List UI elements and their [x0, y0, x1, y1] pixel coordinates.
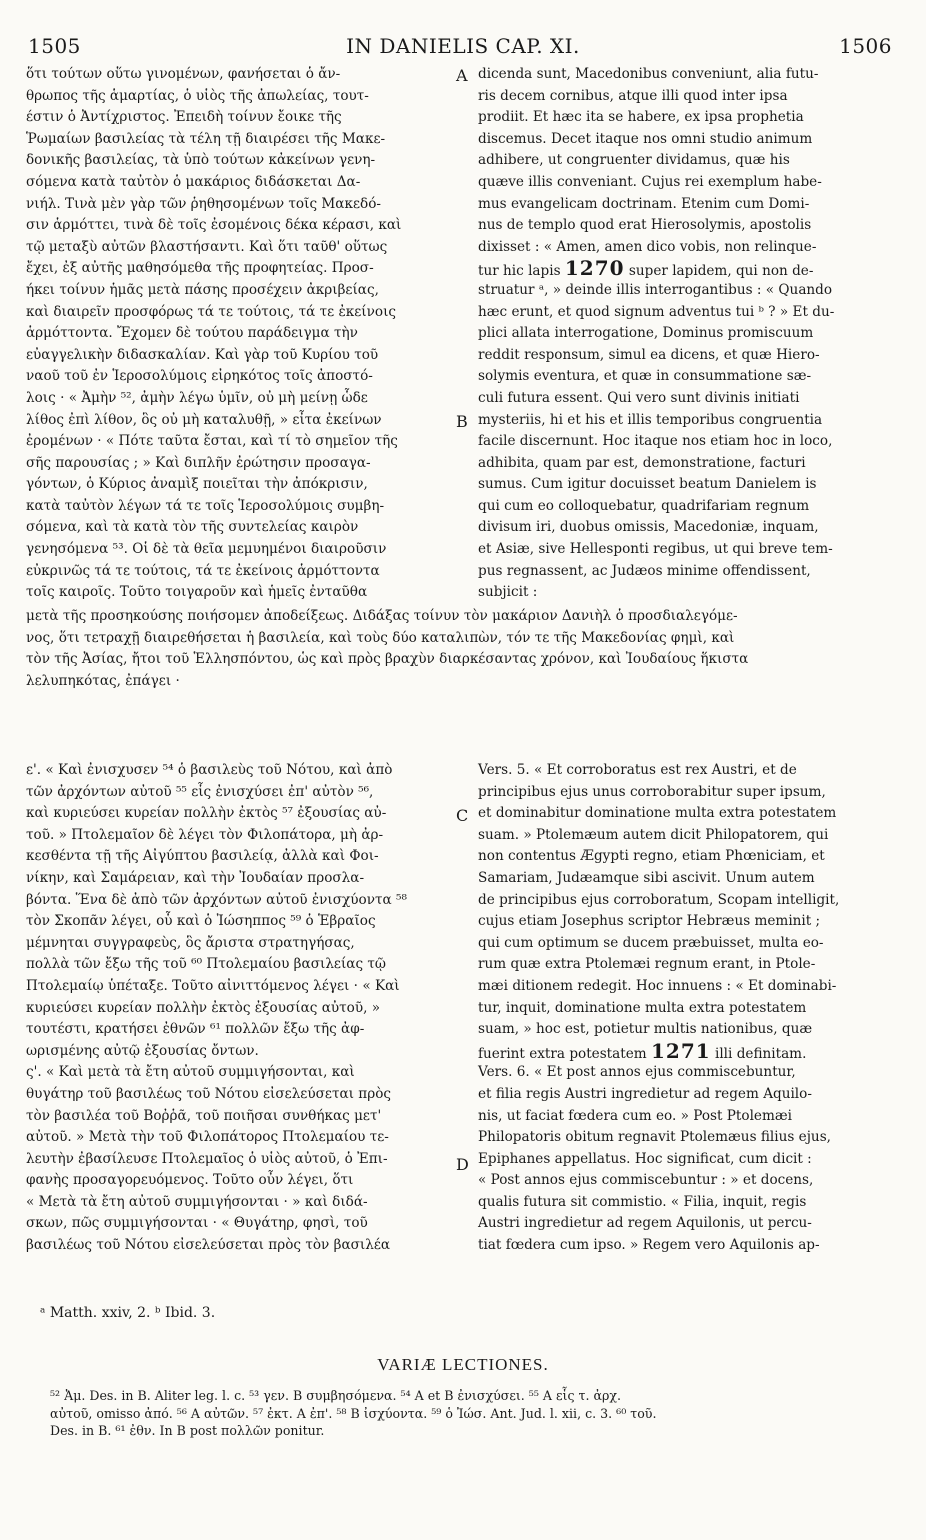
text-line: rum quæ extra Ptolemæi regnum erant, in Ptole-: [478, 956, 816, 973]
greek-full-width-passage: [26, 606, 748, 692]
text-line: solymis eventura, et quæ in consummatione sæ-: [478, 368, 812, 385]
left-page-number: 1505: [28, 34, 81, 58]
text-line: Epiphanes appellatus. Hoc significat, cum dicit :: [478, 1150, 812, 1167]
text-line: qui cum optimum se ducem præbuisset, multa eo-: [478, 934, 824, 951]
text-line-head: fuerint extra potestatem: [478, 1045, 647, 1062]
margin-letter-a: A: [456, 66, 468, 85]
text-line: θρωπος τῆς ἁμαρτίας, ὁ υἱὸς τῆς ἀπωλείας, τουτ-: [26, 87, 369, 104]
margin-letter-d: D: [456, 1155, 469, 1174]
text-line: τὸν τῆς Ἀσίας, ἤτοι τοῦ Ἑλλησπόντου, ὡς καὶ πρὸς βραχὺν διαρκέσαντας χρόνον, καὶ Ἰουδαίους ἥκιστα: [26, 651, 749, 668]
text-line: cujus etiam Josephus scriptor Hebræus meminit ;: [478, 913, 821, 930]
column-number-marker: 1270: [564, 256, 625, 281]
text-line: σῆς παρουσίας ; » Καὶ διπλῆν ἐρώτησιν προσαγα-: [26, 454, 371, 471]
text-line: σκων, πῶς συμμιγήσονται · « Θυγάτηρ, φησὶ, τοῦ: [26, 1215, 368, 1232]
text-line: κεσθέντα τῇ τῆς Αἰγύπτου βασιλείᾳ, ἀλλὰ καὶ Φοι-: [26, 848, 379, 865]
text-line: Austri ingredietur ad regem Aquilonis, ut percu-: [478, 1215, 812, 1232]
text-line: [478, 1038, 807, 1063]
margin-letter-c: C: [456, 806, 469, 825]
text-line: ναοῦ τοῦ ἐν Ἱεροσολύμοις εἰρηκότος τοῖς ἀποστό-: [26, 368, 373, 385]
latin-column-top: [478, 64, 898, 604]
text-line: divisum iri, duobus omissis, Macedoniæ, inquam,: [478, 519, 819, 536]
text-line: quæve illis conveniant. Cujus rei exemplum habe-: [478, 173, 822, 190]
variae-lectiones-list: [50, 1387, 656, 1440]
text-line: τῷ μεταξὺ αὐτῶν βλαστήσαντι. Καὶ ὅτι ταῦθ' οὕτως: [26, 238, 388, 255]
text-line: nis, ut faciat fœdera cum eo. » Post Ptolemæi: [478, 1107, 792, 1124]
text-line: qualis futura sit commistio. « Filia, inquit, regis: [478, 1193, 807, 1210]
text-line: et filia regis Austri ingredietur ad regem Aquilo-: [478, 1085, 812, 1102]
text-line: τοῖς καιροῖς. Τοῦτο τοιγαροῦν καὶ ἡμεῖς ἐνταῦθα: [26, 584, 368, 601]
text-line: γόντων, ὁ Κύριος ἀναμὶξ ποιεῖται τὴν ἀπόκρισιν,: [26, 476, 368, 493]
text-line: Vers. 6. « Et post annos ejus commiscebuntur,: [478, 1064, 796, 1081]
text-line: mus evangelicam doctrinam. Etenim cum Domi-: [478, 195, 810, 212]
text-line: de principibus ejus corroboratum, Scopam intelligit,: [478, 891, 840, 908]
text-line: facile discernunt. Hoc itaque nos etiam hoc in loco,: [478, 433, 833, 450]
text-line: suam, » hoc est, potietur multis nationibus, quæ: [478, 1021, 813, 1038]
text-line: τὸν βασιλέα τοῦ Βοῤῥᾶ, τοῦ ποιῆσαι συνθήκας μετ': [26, 1107, 382, 1124]
text-line: ὅτι τούτων οὕτω γινομένων, φανήσεται ὁ ἄν-: [26, 66, 341, 82]
text-line-tail: super lapidem, qui non de-: [628, 263, 814, 280]
text-line: κατὰ ταὐτὸν λέγων τά τε τοῖς Ἱεροσολύμοις συμβη-: [26, 497, 385, 514]
greek-column-bottom: [26, 760, 450, 1257]
text-line: νος, ὅτι τετραχῇ διαιρεθήσεται ἡ βασιλεία, καὶ τοὺς δύο καταλιπὼν, τόν τε τῆς Μακεδονίας φημὶ, καὶ: [26, 629, 735, 646]
text-line: εὐκρινῶς τά τε τούτοις, τά τε ἐκείνοις ἁρμόττοντα: [26, 562, 380, 579]
text-line: τουτέστι, κρατήσει ἐθνῶν ⁶¹ πολλῶν ἔξω τῆς ἀφ-: [26, 1021, 365, 1038]
text-line: ωρισμένης αὐτῷ ἐξουσίας ὄντων.: [26, 1042, 259, 1059]
text-line: pus regnassent, ac Judæos minime offendissent,: [478, 562, 811, 579]
text-line: ἁρμόττοντα. Ἔχομεν δὲ τούτου παράδειγμα τὴν: [26, 325, 358, 342]
text-line: καὶ κυριεύσει κυρείαν πολλὴν ἐκτὸς ⁵⁷ ἐξουσίας αὐ-: [26, 805, 387, 822]
text-line: νιήλ. Τινὰ μὲν γὰρ τῶν ῥηθησομένων τοῖς Μακεδό-: [26, 195, 381, 212]
text-line: εὐαγγελικὴν διδασκαλίαν. Καὶ γὰρ τοῦ Κυρίου τοῦ: [26, 346, 379, 363]
text-line: τοῦ. » Πτολεμαῖον δὲ λέγει τὸν Φιλοπάτορα, μὴ ἀρ-: [26, 826, 384, 843]
text-line: nus de templo quod erat Hierosolymis, apostolis: [478, 217, 812, 234]
text-line: λελυπηκότας, ἐπάγει ·: [26, 672, 180, 689]
text-line: μετὰ τῆς προσηκούσης ποιήσομεν ἀποδείξεως. Διδάξας τοίνυν τὸν μακάριον Δανιὴλ ὁ προσδιαλεγόμε-: [26, 608, 738, 624]
text-line: σιν ἁρμόττει, τινὰ δὲ τοῖς ἐσομένοις δέκα κέρασι, καὶ: [26, 217, 402, 234]
right-page-number: 1506: [839, 34, 892, 58]
text-line: Πτολεμαίῳ ὑπέταξε. Τοῦτο αἰνιττόμενος λέγει · « Καὶ: [26, 977, 400, 994]
text-line: Vers. 5. « Et corroboratus est rex Austri, et de: [478, 762, 797, 778]
text-line: βόντα. Ἕνα δὲ ἀπὸ τῶν ἀρχόντων αὐτοῦ ἐνισχύοντα ⁵⁸: [26, 891, 407, 908]
text-line: subjicit :: [478, 584, 538, 601]
text-line: « Post annos ejus commiscebuntur : » et docens,: [478, 1172, 814, 1189]
text-line: έστιν ὁ Ἀντίχριστος. Ἐπειδὴ τοίνυν ἔοικε τῆς: [26, 109, 342, 126]
text-line: ris decem cornibus, atque illi quod inter ipsa: [478, 87, 788, 104]
variant-reading-line: Des. in B. ⁶¹ ἐθν. In B post πολλῶν ponitur.: [50, 1423, 325, 1439]
text-line: Ῥωμαίων βασιλείας τὰ τέλη τῇ διαιρέσει τῆς Μακε-: [26, 130, 386, 147]
text-line: culi futura essent. Qui vero sunt divinis initiati: [478, 389, 800, 406]
text-line: ήκει τοίνυν ἡμᾶς μετὰ πάσης προσέχειν ἀκριβείας,: [26, 281, 379, 298]
text-line: Samariam, Judæamque sibi ascivit. Unum autem: [478, 869, 815, 886]
text-line: λοις · « Ἀμὴν ⁵², ἀμὴν λέγω ὑμῖν, οὐ μὴ μείνῃ ὧδε: [26, 389, 368, 406]
latin-column-bottom: [478, 760, 898, 1257]
text-line: σόμενα, καὶ τὰ κατὰ τὸν τῆς συντελείας καιρὸν: [26, 519, 359, 536]
text-line: σόμενα κατὰ ταὐτὸν ὁ μακάριος διδάσκεται Δα-: [26, 173, 361, 190]
text-line: ἔχει, ἐξ αὐτῆς μαθησόμεθα τῆς προφητείας. Προσ-: [26, 260, 374, 277]
text-line: prodiit. Et hæc ita se habere, ex ipsa prophetia: [478, 109, 804, 126]
text-line: reddit responsum, simul ea dicens, et quæ Hiero-: [478, 346, 820, 363]
text-line: τὸν Σκοπᾶν λέγει, οὗ καὶ ὁ Ἰώσηππος ⁵⁹ ὁ Ἑβραῖος: [26, 913, 376, 930]
text-line: φανὴς προσαγορευόμενος. Τοῦτο οὖν λέγει, ὅτι: [26, 1172, 354, 1189]
text-line: βασιλέως τοῦ Νότου εἰσελεύσεται πρὸς τὸν βασιλέα: [26, 1237, 391, 1254]
margin-letter-b: B: [456, 412, 468, 431]
text-line: hæc erunt, et quod signum adventus tui ᵇ ? » Et du-: [478, 303, 835, 320]
text-line: sumus. Cum igitur docuisset beatum Danielem is: [478, 476, 817, 493]
text-line: ε'. « Καὶ ἐνισχυσεν ⁵⁴ ὁ βασιλεὺς τοῦ Νότου, καὶ ἀπὸ: [26, 762, 393, 778]
text-line: αὐτοῦ. » Μετὰ τὴν τοῦ Φιλοπάτορος Πτολεμαίου τε-: [26, 1129, 389, 1146]
text-line: καὶ διαιρεῖν προσφόρως τά τε τούτοις, τά τε ἐκείνοις: [26, 303, 397, 320]
text-line: ς'. « Καὶ μετὰ τὰ ἔτη αὐτοῦ συμμιγήσονται, καὶ: [26, 1064, 355, 1081]
variae-lectiones-title: VARIÆ LECTIONES.: [377, 1355, 549, 1374]
text-line: dicenda sunt, Macedonibus conveniunt, alia futu-: [478, 66, 819, 82]
text-line: mysteriis, hi et his et illis temporibus congruentia: [478, 411, 823, 428]
text-line: adhibere, ut congruenter dividamus, quæ his: [478, 152, 790, 169]
variant-reading-line: αὐτοῦ, omisso ἀπό. ⁵⁶ A αὐτῶν. ⁵⁷ ἐκτ. A ἐπ'. ⁵⁸ B ἰσχύοντα. ⁵⁹ ὁ Ἰώσ. Ant. Jud. l. xii, c. 3. ⁶⁰ τοῦ.: [50, 1405, 657, 1421]
text-line: δονικῆς βασιλείας, τὰ ὑπὸ τούτων κἀκείνων γενη-: [26, 152, 376, 169]
text-line: μέμνηται συγγραφεὺς, ὃς ἄριστα στρατηγήσας,: [26, 934, 355, 951]
text-line: adhibita, quam par est, demonstratione, facturi: [478, 454, 806, 471]
text-line: et dominabitur dominatione multa extra potestatem: [478, 805, 837, 822]
text-line: et Asiæ, sive Hellesponti regibus, ut qui breve tem-: [478, 541, 833, 558]
text-line: discemus. Decet itaque nos omni studio animum: [478, 130, 813, 147]
text-line: qui cum eo colloquebatur, quadrifariam regnum: [478, 497, 810, 514]
footnotes: ᵃ Matth. xxiv, 2. ᵇ Ibid. 3.: [40, 1305, 216, 1321]
text-line: struatur ᵃ, » deinde illis interrogantibus : « Quando: [478, 281, 833, 298]
text-line: plici allata interrogatione, Dominus promiscuum: [478, 325, 814, 342]
column-number-marker: 1271: [650, 1038, 711, 1063]
text-line: tiat fœdera cum ipso. » Regem vero Aquilonis ap-: [478, 1237, 820, 1254]
text-line: κυριεύσει κυρείαν πολλὴν ἐκτὸς ἐξουσίας αὐτοῦ, »: [26, 999, 381, 1016]
text-line-tail: illi definitam.: [714, 1045, 807, 1062]
text-line: ἐρομένων · « Πότε ταῦτα ἔσται, καὶ τί τὸ σημεῖον τῆς: [26, 433, 398, 450]
text-line: γενησόμενα ⁵³. Οἱ δὲ τὰ θεῖα μεμυημένοι διαιροῦσιν: [26, 541, 387, 558]
text-line: λίθος ἐπὶ λίθον, ὃς οὐ μὴ καταλυθῇ, » εἶτα ἐκείνων: [26, 411, 382, 428]
text-line: λευτὴν ἐβασίλευσε Πτολεμαῖος ὁ υἱὸς αὐτοῦ, ὁ Ἐπι-: [26, 1150, 388, 1167]
text-line: νίκην, καὶ Σαμάρειαν, καὶ τὴν Ἰουδαίαν προσλα-: [26, 869, 365, 886]
text-line: « Μετὰ τὰ ἔτη αὐτοῦ συμμιγήσονται · » καὶ διδά-: [26, 1193, 368, 1210]
text-line: principibus ejus unus corroborabitur super ipsum,: [478, 783, 826, 800]
running-title: IN DANIELIS CAP. XI.: [346, 34, 580, 58]
text-line: πολλὰ τῶν ἔξω τῆς τοῦ ⁶⁰ Πτολεμαίου βασιλείας τῷ: [26, 956, 387, 973]
text-line: Philopatoris obitum regnavit Ptolemæus filius ejus,: [478, 1129, 831, 1146]
text-line: dixisset : « Amen, amen dico vobis, non relinque-: [478, 238, 817, 255]
text-line: θυγάτηρ τοῦ βασιλέως τοῦ Νότου εἰσελεύσεται πρὸς: [26, 1085, 392, 1102]
text-line: tur, inquit, dominatione multa extra potestatem: [478, 999, 807, 1016]
greek-column-top: [26, 64, 450, 604]
text-line: τῶν ἀρχόντων αὐτοῦ ⁵⁵ εἷς ἐνισχύσει ἐπ' αὐτὸν ⁵⁶,: [26, 783, 374, 800]
text-line: non contentus Ægypti regno, etiam Phœniciam, et: [478, 848, 825, 865]
text-line: [478, 258, 813, 280]
variant-reading-line: ⁵² Ἀμ. Des. in B. Aliter leg. l. c. ⁵³ γεν. B συμβησόμενα. ⁵⁴ A et B ἐνισχύσει. ⁵⁵ A εἷς τ. ἀρχ.: [50, 1388, 622, 1403]
text-line-head: tur hic lapis: [478, 263, 561, 280]
text-line: mæi ditionem redegit. Hoc innuens : « Et dominabi-: [478, 977, 837, 994]
text-line: suam. » Ptolemæum autem dicit Philopatorem, qui: [478, 826, 829, 843]
